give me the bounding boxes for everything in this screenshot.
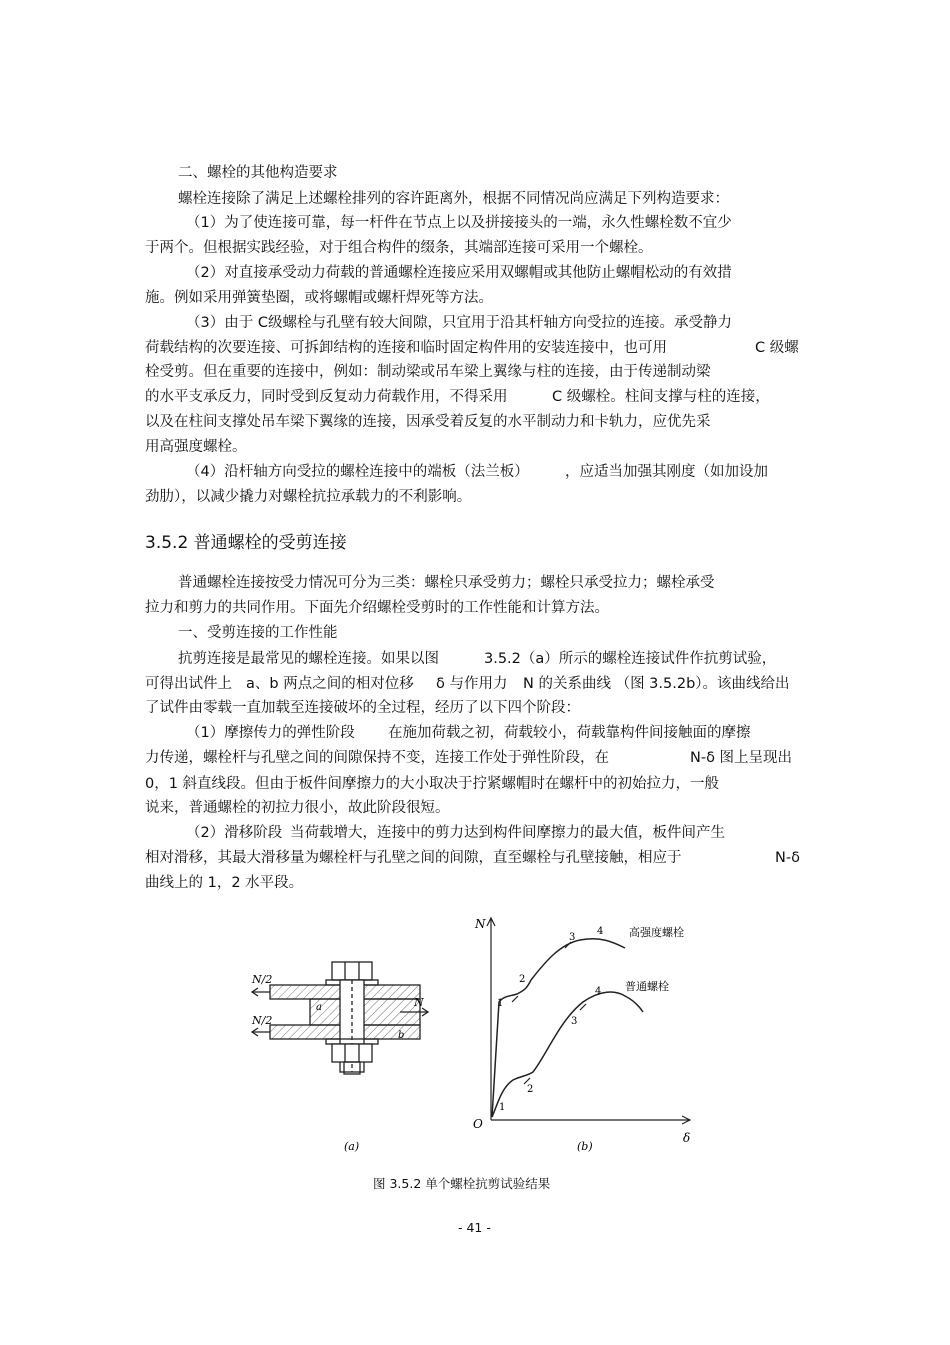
- stage-1-line-1b: 在施加荷载之初，荷载较小，荷载靠构件间接触面的摩擦: [388, 725, 751, 741]
- section-heading: 二、螺栓的其他构造要求: [178, 165, 338, 181]
- item-3-line-2-tail: C 级螺: [755, 340, 799, 356]
- stage-2-line-1a: （2）滑移阶段: [186, 825, 283, 841]
- label-n: N: [414, 996, 424, 1009]
- bolt-head: [332, 962, 372, 980]
- origin-label: O: [473, 1117, 483, 1131]
- figure-b-n-delta-curves: [465, 910, 705, 1160]
- stage-1-line-4: 说来，普通螺栓的初拉力很小，故此阶段很短。: [145, 800, 450, 816]
- stage-1-line-1a: （1）摩擦传力的弹性阶段: [186, 725, 355, 741]
- para-2-line-1: 抗剪连接是最常见的螺栓连接。如果以图: [178, 651, 439, 667]
- ord-point-1: 1: [499, 1102, 506, 1113]
- item-1-line-1: （1）为了使连接可靠，每一杆件在节点上以及拼接接头的一端，永久性螺栓数不宜少: [186, 215, 732, 231]
- ord-point-4: 4: [595, 986, 602, 997]
- stage-1-line-3: 0，1 斜直线段。但由于板件间摩擦力的大小取决于拧紧螺帽时在螺杆中的初始拉力，一般: [145, 776, 720, 792]
- para-2-line-2c: δ 与作用力: [436, 676, 508, 692]
- para-1-line-2: 拉力和剪力的共同作用。下面先介绍螺栓受剪时的工作性能和计算方法。: [145, 600, 609, 616]
- curve-ordinary-bolt: [492, 992, 643, 1117]
- item-3-line-4-tail: C 级螺栓。柱间支撑与柱的连接，: [552, 389, 770, 405]
- stage-2-line-3: 曲线上的 1，2 水平段。: [145, 875, 304, 891]
- item-1-line-2: 于两个。但根据实践经验，对于组合构件的缀条，其端部连接可采用一个螺栓。: [145, 240, 653, 256]
- curve-high-strength-bolt: [492, 939, 625, 1117]
- page-number: - 41 -: [458, 1220, 491, 1235]
- text-run: 荷载结构的次要连接、可拆卸结构的连接和临时固定构件用的安装连接中，也可用: [145, 340, 667, 356]
- item-4-line-1: （4）沿杆轴方向受拉的螺栓连接中的端板（法兰板）: [186, 464, 529, 480]
- subheading: 一、受剪连接的工作性能: [178, 625, 338, 641]
- section-title: 3.5.2 普通螺栓的受剪连接: [145, 533, 347, 553]
- label-n2-top: N/2: [252, 973, 273, 986]
- subfigure-label-b: (b): [577, 1140, 593, 1153]
- bolt-nut: [332, 1044, 372, 1062]
- stage-2-line-1b: 当荷载增大，连接中的剪力达到构件间摩擦力的最大值，板件间产生: [290, 825, 725, 841]
- para-2-line-3: 了试件由零载一直加载至连接破坏的全过程，经历了以下四个阶段：: [145, 700, 580, 716]
- item-3-line-6: 用高强度螺栓。: [145, 439, 247, 455]
- para-2-line-2b: a、b 两点之间的相对位移: [246, 676, 414, 692]
- para-2-line-2d: N 的关系曲线 （图 3.5.2b）。该曲线给出: [523, 676, 790, 692]
- item-2-line-2: 施。例如采用弹簧垫圈，或将螺帽或螺杆焊死等方法。: [145, 290, 493, 306]
- stage-2-line-2a: 相对滑移，其最大滑移量为螺栓杆与孔壁之间的间隙，直至螺栓与孔壁接触，相应于: [145, 850, 682, 866]
- hs-point-4: 4: [597, 926, 604, 937]
- ord-point-2: 2: [527, 1084, 534, 1095]
- label-point-a: a: [316, 1002, 322, 1013]
- para-1-line-1: 普通螺栓连接按受力情况可分为三类：螺栓只承受剪力；螺栓只承受拉力；螺栓承受: [178, 575, 715, 591]
- hs-point-3: 3: [569, 932, 576, 943]
- ord-point-3: 3: [571, 1016, 578, 1027]
- figure-caption: 图 3.5.2 单个螺栓抗剪试验结果: [373, 1176, 551, 1191]
- label-n2-bot: N/2: [252, 1014, 273, 1027]
- item-4-line-1-tail: ，应适当加强其刚度（如加设加: [565, 464, 768, 480]
- para-2-line-1-tail: 3.5.2（a）所示的螺栓连接试件作抗剪试验，: [484, 651, 777, 667]
- label-ordinary-bolt: 普通螺栓: [625, 980, 669, 993]
- label-point-b: b: [398, 1030, 405, 1041]
- label-high-strength-bolt: 高强度螺栓: [629, 926, 684, 939]
- stage-1-line-2b: N-δ 图上呈现出: [690, 750, 793, 766]
- subfigure-label-a: (a): [344, 1140, 360, 1153]
- hs-point-1: 1: [497, 998, 504, 1009]
- stage-1-line-2a: 力传递，螺栓杆与孔壁之间的间隙保持不变，连接工作处于弹性阶段，在: [145, 750, 609, 766]
- stage-2-line-2b: N-δ: [775, 850, 800, 866]
- paragraph-intro: 螺栓连接除了满足上述螺栓排列的容许距离外，根据不同情况尚应满足下列构造要求：: [178, 191, 729, 207]
- hs-point-2: 2: [519, 974, 526, 985]
- item-3-line-1: （3）由于 C级螺栓与孔壁有较大间隙，只宜用于沿其杆轴方向受拉的连接。承受静力: [186, 315, 732, 331]
- x-axis-label: δ: [683, 1131, 691, 1145]
- para-2-line-2a: 可得出试件上: [145, 676, 232, 692]
- item-3-line-5: 以及在柱间支撑处吊车梁下翼缘的连接，因承受着反复的水平制动力和卡轨力，应优先采: [145, 414, 711, 430]
- item-4-line-2: 劲肋），以减少撬力对螺栓抗拉承载力的不利影响。: [145, 489, 472, 505]
- item-3-line-3: 栓受剪。但在重要的连接中，例如：制动梁或吊车梁上翼缘与柱的连接，由于传递制动梁: [145, 364, 711, 380]
- item-3-line-2: [145, 338, 667, 358]
- item-3-line-4: 的水平支承反力，同时受到反复动力荷载作用，不得采用: [145, 389, 508, 405]
- item-2-line-1: （2）对直接承受动力荷载的普通螺栓连接应采用双螺帽或其他防止螺帽松动的有效措: [186, 265, 732, 281]
- figure-a-bolt-connection: [250, 950, 430, 1160]
- y-axis-label: N: [475, 917, 486, 931]
